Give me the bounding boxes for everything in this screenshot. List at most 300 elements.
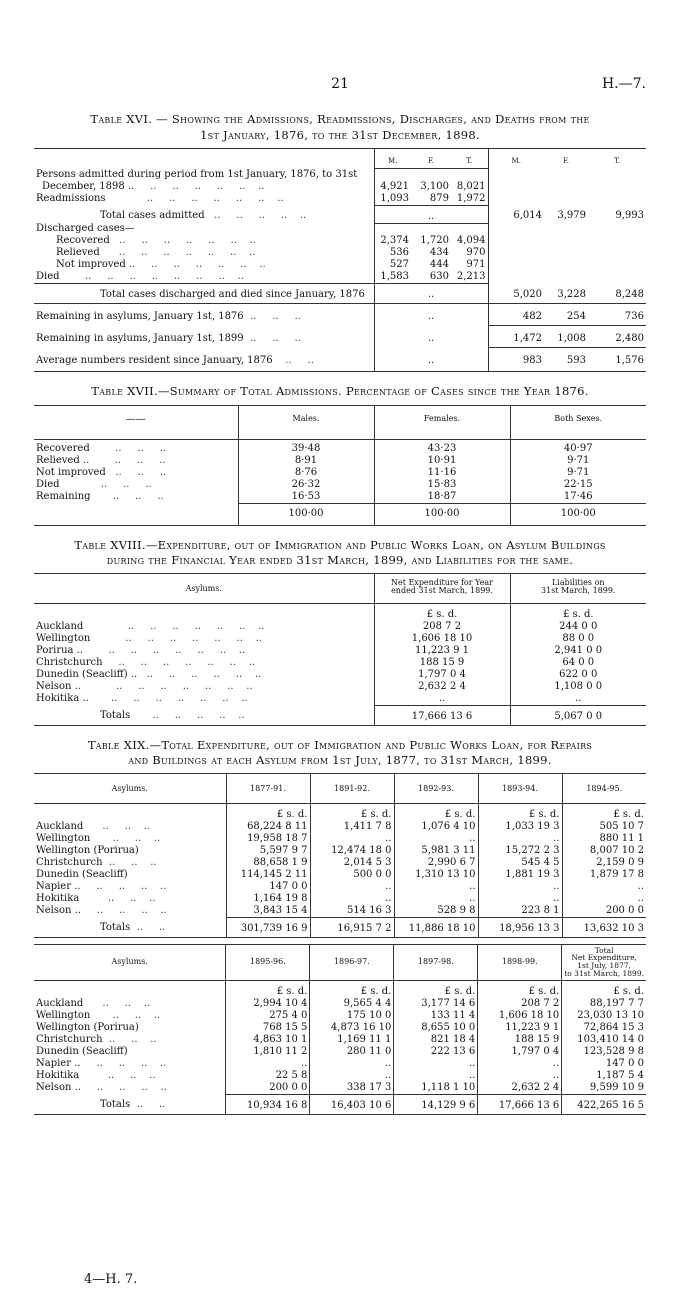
t16-cell: 1,008 (544, 326, 588, 348)
table-row-totals: Totals .. .. 10,934 16 8 16,403 10 6 14,129 9 6 17,666 13 6 422,265 16 5 (34, 1094, 646, 1114)
t19-cell: .. (394, 893, 478, 905)
t19-cell: 72,864 15 3 (562, 1022, 646, 1034)
t19-cell: 1,033 19 3 (478, 821, 562, 833)
t19-cell: 1,881 19 3 (478, 869, 562, 881)
t19a-head-asylums: Asylums. (111, 783, 148, 793)
t19-cell: 5,981 3 11 (394, 845, 478, 857)
t19-cell: .. (478, 1070, 562, 1082)
t19-cell: 2,014 5 3 (310, 857, 394, 869)
t19-cell: 2,159 0 9 (562, 857, 646, 869)
t18-row-label: Dunedin (Seacliff) .. (36, 668, 138, 680)
table-row (34, 1022, 646, 1034)
t19-cell: 1,797 0 4 (478, 1046, 562, 1058)
t19-row-label: Wellington (Porirua) (36, 1021, 139, 1033)
t17-cell: 9·71 (510, 455, 646, 467)
t16-cell: 4,094 (451, 235, 488, 247)
table-16-title-line1: Table XVI. — Showing the Admissions, Readmissions, Discharges, and Deaths from the (90, 112, 590, 126)
t18-cell: 2,941 0 0 (510, 645, 646, 657)
table-17 (34, 405, 646, 526)
t19-cell: 5,597 9 7 (226, 845, 310, 857)
t19-row-label: Auckland (36, 820, 84, 832)
t18-total-label: Totals (100, 710, 131, 722)
t16-row-label: Total cases discharged and died since January, 1876 (34, 284, 374, 304)
t19-cell: 223 8 1 (478, 905, 562, 918)
t18-lsd: £ s. d. (510, 603, 646, 621)
table-row: Dunedin (Seacliff) .. .. .. .. .. .. .. 1,797 0 4 622 0 0 (34, 669, 646, 681)
t19-row-label: Dunedin (Seacliff) (36, 1045, 128, 1057)
table-row: Auckland .. .. .. 2,994 10 4 9,565 4 4 3,177 14 6 208 7 2 88,197 7 7 (36, 997, 644, 1009)
t19-cell: .. (394, 833, 478, 845)
t19-lsd: £ s. d. (478, 980, 562, 998)
t18-lsd: £ s. d. (374, 603, 510, 621)
table-row: Christchurch .. .. .. 88,658 1 9 2,014 5 3 2,990 6 7 545 4 5 2,159 0 9 (36, 856, 644, 868)
t19-cell: 1,076 4 10 (394, 821, 478, 833)
t16-cell: 9,993 (615, 210, 644, 222)
t16-cell: 527 (374, 259, 411, 271)
t19-cell: 1,118 1 10 (394, 1082, 478, 1095)
t19-cell: 1,169 11 1 (310, 1034, 394, 1046)
table-row: Not improved .. .. .. 8·76 11·16 9·71 (34, 467, 646, 479)
t18-cell: 64 0 0 (510, 657, 646, 669)
t18-head-expenditure (374, 573, 510, 603)
table-16 (34, 148, 646, 372)
t19-cell: 9,565 4 4 (310, 998, 394, 1010)
t19a-head-year: 1893-94. (478, 773, 562, 803)
table-19-title-line1: Table XIX.—Total Expenditure, out of Immigration and Public Works Loan, for Repairs (87, 737, 593, 752)
t17-cell: 43·23 (374, 439, 510, 455)
table-row (34, 845, 646, 857)
t18-head-expenditure-line2: ended 31st March, 1899. (391, 585, 493, 595)
t19-lsd: £ s. d. (310, 980, 394, 998)
t19-cell: 1,810 11 2 (226, 1046, 310, 1058)
t19-row-label: Christchurch (36, 856, 103, 868)
t19-total: 16,915 7 2 (310, 917, 394, 937)
t16-head-t1: T. (451, 149, 488, 169)
t16-cell: 2,374 (374, 235, 411, 247)
t18-row-label: Auckland (36, 620, 84, 632)
t19-cell: 505 10 7 (562, 821, 646, 833)
paper-reference: H.—7. (601, 76, 646, 92)
table-row: Nelson .. .. .. .. .. .. .. .. 2,632 2 4 1,108 0 0 (34, 681, 646, 693)
t19-total: 13,632 10 3 (562, 917, 646, 937)
t19-cell: .. (310, 1070, 394, 1082)
t19-lsd: £ s. d. (562, 980, 646, 998)
t18-cell: 1,797 0 4 (374, 669, 510, 681)
t16-cell: 482 (488, 304, 544, 326)
t19b-head-total-line4: to 31st March, 1899. (564, 969, 644, 979)
t19-cell: 821 18 4 (394, 1034, 478, 1046)
t18-cell: .. (374, 693, 510, 706)
t19-total: 422,265 16 5 (562, 1094, 646, 1114)
t17-row-label: Died (36, 478, 60, 490)
t16-cell: 6,014 (513, 210, 542, 222)
t16-row-label: Average numbers resident since January, 1876 (36, 354, 273, 366)
table-19-part-b (34, 944, 646, 1115)
t19-cell: .. (310, 881, 394, 893)
t16-cell: .. (411, 205, 451, 223)
t17-cell: 40·97 (510, 439, 646, 455)
t19-cell: 768 15 5 (226, 1022, 310, 1034)
t16-row-label: Remaining in asylums, January 1st, 1899 (36, 332, 244, 344)
table-18-title-line1: Table XVIII.—Expenditure, out of Immigration and Public Works Loan, on Asylum Buildings (74, 537, 606, 552)
t19-cell: 19,958 18 7 (226, 833, 310, 845)
t19-total: 11,886 18 10 (394, 917, 478, 937)
t19-cell: 15,272 2 3 (478, 845, 562, 857)
t18-cell: 208 7 2 (374, 621, 510, 633)
t19-row-label: Nelson .. (36, 1081, 81, 1093)
t16-cell: 983 (488, 348, 544, 372)
t16-cell: 8,248 (615, 288, 644, 300)
table-row: Hokitika .. .. .. .. .. .. .. .. .. .. (34, 693, 646, 706)
t18-head-liabilities (510, 573, 646, 603)
t17-cell: 15·83 (374, 479, 510, 491)
t19-total: 14,129 9 6 (394, 1094, 478, 1114)
t17-cell: 18·87 (374, 491, 510, 504)
t19-row-label: Auckland (36, 997, 84, 1009)
t19-cell: 4,873 16 10 (310, 1022, 394, 1034)
t19-total: 18,956 13 3 (478, 917, 562, 937)
t19-cell: 103,410 14 0 (562, 1034, 646, 1046)
table-row: Wellington .. .. .. 19,958 18 7 .. .. .. 880 11 1 (36, 832, 644, 844)
t19-cell: 880 11 1 (562, 833, 646, 845)
t19-cell: 200 0 0 (562, 905, 646, 918)
t19-cell: 280 11 0 (310, 1046, 394, 1058)
table-row (34, 869, 646, 881)
table-row (34, 503, 646, 525)
t19-cell: 9,599 10 9 (562, 1082, 646, 1095)
t19-cell: .. (394, 1058, 478, 1070)
t16-row-label: Relieved (56, 247, 100, 259)
page-number: 21 (331, 76, 349, 92)
t19-lsd: £ s. d. (478, 803, 562, 821)
t16-cell: 536 (374, 247, 411, 259)
table-row: Relieved .. .. .. .. 8·91 10·91 9·71 (34, 455, 646, 467)
t18-row-label: Christchurch (36, 656, 103, 668)
t17-total: 100·00 (374, 503, 510, 525)
t16-cell: 1,576 (588, 348, 646, 372)
t19-row-label: Christchurch (36, 1033, 103, 1045)
t19-row-label: Napier .. (36, 1057, 81, 1069)
t19-cell: 88,197 7 7 (562, 998, 646, 1010)
table-row: Wellington .. .. .. 275 4 0 175 10 0 133 11 4 1,606 18 10 23,030 13 10 (36, 1009, 644, 1021)
t19-row-label: Nelson .. (36, 904, 81, 916)
t19-lsd: £ s. d. (310, 803, 394, 821)
t19-cell: 147 0 0 (226, 881, 310, 893)
table-row: Total cases admitted .. .. .. .. .. .. 6,014 3,979 9,993 (34, 205, 646, 223)
table-16-title (34, 112, 646, 143)
t19-cell: .. (226, 1058, 310, 1070)
t18-cell: 11,223 9 1 (374, 645, 510, 657)
table-row: Auckland .. .. .. 68,224 8 11 1,411 7 8 1,076 4 10 1,033 19 3 505 10 7 (36, 820, 644, 832)
t17-cell: 8·91 (238, 455, 374, 467)
table-row: Napier .. .. .. .. .. 147 0 0 .. .. .. .. (36, 880, 644, 892)
t16-row-admitted-line2: December, 1898 .. (42, 180, 135, 192)
table-row: Nelson .. .. .. .. .. 3,843 15 4 514 16 3 528 9 8 223 8 1 200 0 0 (36, 904, 644, 916)
t19-cell: 11,223 9 1 (478, 1022, 562, 1034)
t19b-head-total (562, 944, 646, 980)
t18-cell: 244 0 0 (510, 621, 646, 633)
t19-total: 17,666 13 6 (478, 1094, 562, 1114)
table-row: Not improved .. .. .. .. .. .. .. 527 444 971 (34, 259, 646, 271)
t19-lsd: £ s. d. (394, 980, 478, 998)
table-row: Remaining in asylums, January 1st, 1899 .. .. .. .. 1,472 1,008 2,480 (34, 326, 646, 348)
t19-cell: 1,606 18 10 (478, 1010, 562, 1022)
t19-cell: 123,528 9 8 (562, 1046, 646, 1058)
t19-row-label: Wellington (36, 1009, 91, 1021)
t19-total-label: Totals (100, 1099, 131, 1111)
t16-head-f2: F. (563, 157, 569, 166)
t18-head-asylums: Asylums. (185, 583, 222, 593)
t19-cell: 1,411 7 8 (310, 821, 394, 833)
t16-cell: .. (411, 284, 451, 304)
t16-cell: 2,213 (451, 271, 488, 284)
t16-row-label: Discharged cases— (36, 223, 135, 235)
t17-cell: 26·32 (238, 479, 374, 491)
t19-lsd: £ s. d. (226, 980, 310, 998)
table-row: Relieved .. .. .. .. .. .. .. 536 434 970 (34, 247, 646, 259)
t19-cell: 23,030 13 10 (562, 1010, 646, 1022)
t19-cell: .. (562, 893, 646, 905)
t16-row-label: Readmissions (36, 192, 106, 204)
t18-total: 17,666 13 6 (374, 705, 510, 725)
t16-cell: 1,972 (451, 193, 488, 206)
table-row: December, 1898 .. .. .. .. .. .. .. 4,921 3,100 8,021 (34, 181, 646, 193)
t19a-head-year: 1894-95. (562, 773, 646, 803)
t17-total: 100·00 (510, 503, 646, 525)
table-row-totals: Totals .. .. 301,739 16 9 16,915 7 2 11,886 18 10 18,956 13 3 13,632 10 3 (34, 917, 646, 937)
table-18 (34, 573, 646, 726)
t19-cell: .. (562, 881, 646, 893)
t19-cell: 2,994 10 4 (226, 998, 310, 1010)
t16-cell: .. (411, 304, 451, 326)
t19-cell: .. (394, 881, 478, 893)
t19-cell: 545 4 5 (478, 857, 562, 869)
t16-cell: 1,583 (374, 271, 411, 284)
t19a-head-year: 1892-93. (394, 773, 478, 803)
t18-cell: 1,108 0 0 (510, 681, 646, 693)
t18-cell: .. (510, 693, 646, 706)
t16-cell: 3,100 (420, 180, 449, 192)
t18-row-label: Hokitika .. (36, 692, 89, 704)
table-row (34, 284, 646, 304)
t19-cell: .. (478, 893, 562, 905)
t19b-head-total-line3: 1st July, 1877, (577, 961, 631, 971)
page-header (34, 76, 646, 94)
t19-cell: 1,879 17 8 (562, 869, 646, 881)
t19-lsd: £ s. d. (394, 803, 478, 821)
t16-cell: 971 (451, 259, 488, 271)
t19-cell: 114,145 2 11 (226, 869, 310, 881)
t16-cell: .. (411, 348, 451, 372)
table-row: Readmissions .. .. .. .. .. .. .. 1,093 879 1,972 (34, 193, 646, 206)
t18-head-liabilities-line2: 31st March, 1899. (541, 585, 616, 595)
t18-head-expenditure-line1: Net Expenditure for Year (390, 577, 494, 587)
t19-cell: 12,474 18 0 (310, 845, 394, 857)
t19-cell: .. (310, 833, 394, 845)
t18-row-label: Wellington (36, 632, 91, 644)
table-row: Porirua .. .. .. .. .. .. .. .. 11,223 9 1 2,941 0 0 (34, 645, 646, 657)
t16-cell: 2,480 (588, 326, 646, 348)
t16-cell: 1,720 (420, 235, 449, 247)
t19-total: 16,403 10 6 (310, 1094, 394, 1114)
t18-cell: 188 15 9 (374, 657, 510, 669)
table-row: Hokitika .. .. .. 22 5 8 .. .. .. 1,187 5 4 (36, 1069, 644, 1081)
t16-cell: 736 (588, 304, 646, 326)
page-footer: 4—H. 7. (84, 1272, 138, 1287)
t19-cell: 22 5 8 (226, 1070, 310, 1082)
t19-row-label: Napier .. (36, 880, 81, 892)
table-19-title-line2: and Buildings at each Asylum from 1st July, 1877, to 31st March, 1899. (128, 753, 552, 768)
t19-cell: 500 0 0 (310, 869, 394, 881)
page-body (34, 112, 646, 1115)
t18-cell: 1,606 18 10 (374, 633, 510, 645)
table-row: Hokitika .. .. .. 1,164 19 8 .. .. .. .. (36, 892, 644, 904)
t16-cell: 1,093 (374, 193, 411, 206)
t19-cell: 208 7 2 (478, 998, 562, 1010)
t16-cell: 5,020 (513, 288, 542, 300)
t19-cell: .. (478, 881, 562, 893)
t19-row-label: Wellington (36, 832, 91, 844)
t17-head-both: Both Sexes. (510, 405, 646, 439)
table-row (34, 1046, 646, 1058)
t19-total: 301,739 16 9 (226, 917, 310, 937)
t18-row-label: Nelson .. (36, 680, 81, 692)
t19-row-label: Wellington (Porirua) (36, 844, 139, 856)
t19-cell: .. (310, 893, 394, 905)
t19-cell: 528 9 8 (394, 905, 478, 918)
t16-cell: 879 (429, 192, 449, 204)
t16-cell: .. (427, 332, 435, 344)
table-row: Napier .. .. .. .. .. .. .. .. .. 147 0 0 (36, 1057, 644, 1069)
t16-cell: 1,472 (488, 326, 544, 348)
table-row: Died .. .. .. .. .. .. .. .. 1,583 630 2,213 (34, 271, 646, 284)
t19-cell: 175 10 0 (310, 1010, 394, 1022)
t19-cell: 338 17 3 (310, 1082, 394, 1095)
t16-cell: 444 (429, 259, 449, 271)
t16-cell: 970 (451, 247, 488, 259)
table-row: Wellington .. .. .. .. .. .. .. 1,606 18 10 88 0 0 (34, 633, 646, 645)
t19-cell: 514 16 3 (310, 905, 394, 918)
t19-cell: .. (478, 833, 562, 845)
t16-row-label: Remaining in asylums, January 1st, 1876 (36, 311, 244, 323)
t19-cell: 4,863 10 1 (226, 1034, 310, 1046)
t16-row-label: Not improved (56, 259, 126, 271)
t19-cell: .. (310, 1058, 394, 1070)
t19-cell: 2,632 2 4 (478, 1082, 562, 1095)
table-19-part-a (34, 773, 646, 938)
t19-cell: .. (394, 1070, 478, 1082)
t17-cell: 10·91 (374, 455, 510, 467)
t16-row-label: Total cases admitted (100, 210, 205, 222)
t17-head-males: Males. (238, 405, 374, 439)
t16-cell: 3,228 (557, 288, 586, 300)
table-row: Auckland .. .. .. .. .. .. .. 208 7 2 244 0 0 (34, 621, 646, 633)
table-row: Recovered .. .. .. 39·48 43·23 40·97 (34, 439, 646, 455)
t17-head-blank: —— (125, 413, 146, 425)
t19-cell: 147 0 0 (562, 1058, 646, 1070)
t19-cell: 3,177 14 6 (394, 998, 478, 1010)
t16-head-f1: F. (428, 157, 434, 166)
t16-cell: 593 (544, 348, 588, 372)
t19-cell: 1,187 5 4 (562, 1070, 646, 1082)
table-16-title-line2: 1st January, 1876, to the 31st December, 1898. (200, 127, 480, 142)
t17-row-label: Recovered (36, 442, 90, 454)
t19-row-label: Dunedin (Seacliff) (36, 868, 128, 880)
t16-cell: 8,021 (451, 181, 488, 193)
t18-cell: 2,632 2 4 (374, 681, 510, 693)
t16-head-t2: T. (614, 157, 620, 166)
table-row: Remaining in asylums, January 1st, 1876 .. .. .. .. 482 254 736 (34, 304, 646, 326)
t19b-head-year: 1896-97. (310, 944, 394, 980)
table-18-title-line2: during the Financial Year ended 31st March, 1899, and Liabilities for the same. (106, 553, 574, 568)
t19-cell: 8,655 10 0 (394, 1022, 478, 1034)
t19-cell: 133 11 4 (394, 1010, 478, 1022)
table-row: Recovered .. .. .. .. .. .. .. 2,374 1,720 4,094 (34, 235, 646, 247)
t19-lsd: £ s. d. (226, 803, 310, 821)
t19b-head-year: 1897-98. (394, 944, 478, 980)
table-17-title: Table XVII.—Summary of Total Admissions. Percentage of Cases since the Year 1876. (91, 384, 589, 399)
t19-row-label: Hokitika (36, 1069, 80, 1081)
t19-cell: 68,224 8 11 (226, 821, 310, 833)
table-19-title (34, 738, 646, 769)
t19b-head-year: 1898-99. (478, 944, 562, 980)
table-row: Christchurch .. .. .. 4,863 10 1 1,169 11 1 821 18 4 188 15 9 103,410 14 0 (36, 1033, 644, 1045)
t16-row-label: Died (36, 271, 60, 283)
t19-cell: 222 13 6 (394, 1046, 478, 1058)
t19-cell: 275 4 0 (226, 1010, 310, 1022)
t19b-head-asylums: Asylums. (111, 956, 148, 966)
t19a-head-year: 1891-92. (310, 773, 394, 803)
t16-cell: 434 (429, 247, 449, 259)
t17-row-label: Remaining (36, 490, 91, 502)
t16-head-m2: M. (511, 157, 521, 166)
t16-row-label: Recovered (56, 235, 110, 247)
t18-head-liabilities-line1: Liabilities on (551, 577, 605, 587)
t17-total: 100·00 (238, 503, 374, 525)
t18-cell: 88 0 0 (510, 633, 646, 645)
t17-cell: 9·71 (510, 467, 646, 479)
t18-cell: 622 0 0 (510, 669, 646, 681)
t17-cell: 11·16 (374, 467, 510, 479)
t19b-head-year: 1895-96. (226, 944, 310, 980)
t17-row-label: Relieved .. (36, 454, 90, 466)
t16-cell: 3,979 (557, 210, 586, 222)
t19b-head-total-line2: Net Expenditure, (571, 953, 637, 963)
t19-cell: 188 15 9 (478, 1034, 562, 1046)
t17-cell: 17·46 (510, 491, 646, 504)
t16-row-admitted-line1: Persons admitted during period from 1st January, 1876, to 31st (36, 168, 358, 180)
table-row: Died .. .. .. 26·32 15·83 22·15 (34, 479, 646, 491)
t17-head-females: Females. (374, 405, 510, 439)
table-row: Average numbers resident since January, 1876 .. .. .. 983 593 1,576 (34, 348, 646, 372)
table-row: Totals .. .. .. .. .. 17,666 13 6 5,067 0 0 (34, 705, 646, 725)
table-row: Nelson .. .. .. .. .. 200 0 0 338 17 3 1,118 1 10 2,632 2 4 9,599 10 9 (36, 1081, 644, 1093)
t19-total-label: Totals (100, 922, 131, 934)
t19-cell: 8,007 10 2 (562, 845, 646, 857)
t17-row-label: Not improved (36, 466, 106, 478)
table-row: Christchurch .. .. .. .. .. .. .. 188 15 9 64 0 0 (34, 657, 646, 669)
t19-cell: 88,658 1 9 (226, 857, 310, 869)
t19a-head-year: 1877-91. (226, 773, 310, 803)
t19-cell: 1,310 13 10 (394, 869, 478, 881)
t19-lsd: £ s. d. (562, 803, 646, 821)
t17-cell: 22·15 (510, 479, 646, 491)
t19-cell: 200 0 0 (226, 1082, 310, 1095)
t17-cell: 39·48 (238, 439, 374, 455)
t18-total: 5,067 0 0 (510, 705, 646, 725)
t19-cell: 3,843 15 4 (226, 905, 310, 918)
t16-cell: 630 (429, 271, 449, 283)
